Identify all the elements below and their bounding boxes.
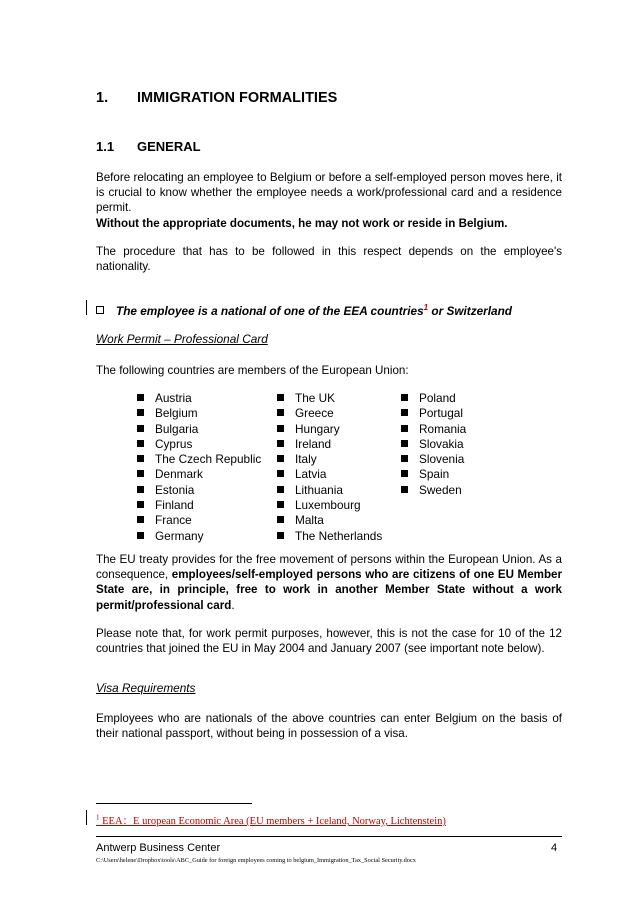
work-permit-heading: Work Permit – Professional Card <box>96 332 268 346</box>
list-item: Ireland <box>277 437 382 452</box>
square-bullet-icon <box>137 425 144 432</box>
list-item: Malta <box>277 513 382 528</box>
revision-change-bar <box>86 300 87 315</box>
footnote-separator <box>96 803 252 804</box>
subsection-heading <box>96 139 201 154</box>
eea-bullet-heading <box>96 303 512 318</box>
subsection-number: 1.1 <box>96 139 115 154</box>
square-bullet-icon <box>137 516 144 523</box>
list-item: Romania <box>401 422 466 437</box>
country-list-col2 <box>277 391 382 544</box>
subsection-title: GENERAL <box>137 139 201 154</box>
list-item: Greece <box>277 406 382 421</box>
square-bullet-icon <box>277 455 284 462</box>
square-bullet-icon <box>137 501 144 508</box>
list-item: Germany <box>137 529 261 544</box>
treaty-text: The EU treaty provides for the free movement of persons within the European Union. As a consequence, <box>96 553 562 582</box>
intro-bold-text: Without the appropriate documents, he may not work or reside in Belgium. <box>96 216 508 230</box>
list-item: Luxembourg <box>277 498 382 513</box>
revision-change-bar <box>86 810 87 825</box>
square-bullet-icon <box>401 409 408 416</box>
visa-requirements-heading: Visa Requirements <box>96 681 196 695</box>
country-list-col3 <box>401 391 466 498</box>
list-item: Slovakia <box>401 437 466 452</box>
square-bullet-icon <box>277 516 284 523</box>
square-bullet-icon <box>401 440 408 447</box>
eea-heading-text: The employee is a national of one of the EEA countries <box>116 303 424 318</box>
eea-heading-suffix: or Switzerland <box>428 303 513 318</box>
intro-paragraph <box>96 170 562 231</box>
list-item: Slovenia <box>401 452 466 467</box>
footnote-number: 1 <box>96 813 100 822</box>
section-number: 1. <box>96 90 109 106</box>
section-title: IMMIGRATION FORMALITIES <box>137 90 338 106</box>
square-bullet-icon <box>277 409 284 416</box>
square-bullet-icon <box>137 486 144 493</box>
checkbox-bullet-icon <box>96 306 104 314</box>
treaty-paragraph: The EU treaty provides for the free movement of persons within the European Union. As a consequence, employees/self-employed persons who are citizens of one EU Member State are, in principle, free to work in another Member State without a work permit/professional card. <box>96 553 562 612</box>
list-item: Spain <box>401 467 466 482</box>
list-item: The UK <box>277 391 382 406</box>
eu-members-intro: The following countries are members of the European Union: <box>96 364 409 377</box>
list-item: Cyprus <box>137 437 261 452</box>
visa-paragraph: Employees who are nationals of the above countries can enter Belgium on the basis of their national passport, without being in possession of a visa. <box>96 712 562 741</box>
list-item: Hungary <box>277 422 382 437</box>
square-bullet-icon <box>137 440 144 447</box>
square-bullet-icon <box>137 394 144 401</box>
list-item: Lithuania <box>277 483 382 498</box>
footnote-reference[interactable]: 1 <box>423 303 429 312</box>
list-item: Estonia <box>137 483 261 498</box>
square-bullet-icon <box>277 486 284 493</box>
list-item: Sweden <box>401 483 466 498</box>
square-bullet-icon <box>401 470 408 477</box>
square-bullet-icon <box>277 394 284 401</box>
square-bullet-icon <box>137 409 144 416</box>
square-bullet-icon <box>137 470 144 477</box>
list-item: Denmark <box>137 467 261 482</box>
square-bullet-icon <box>277 501 284 508</box>
square-bullet-icon <box>277 425 284 432</box>
page-number: 4 <box>551 842 558 854</box>
list-item: Latvia <box>277 467 382 482</box>
footnote[interactable] <box>96 813 446 828</box>
footer-divider <box>96 836 562 837</box>
note-paragraph: Please note that, for work permit purposes, however, this is not the case for 10 of the 12 countries that joined the EU in May 2004 and January 2007 (see important note below). <box>96 627 562 656</box>
treaty-bold-text: employees/self-employed persons who are citizens of one EU Member State are, in principle, free to work in another Member State without a work permit/professional card <box>96 568 562 612</box>
footer-company: Antwerp Business Center <box>96 842 221 854</box>
square-bullet-icon <box>401 455 408 462</box>
square-bullet-icon <box>401 425 408 432</box>
list-item: Portugal <box>401 406 466 421</box>
section-heading <box>96 90 337 106</box>
list-item: Poland <box>401 391 466 406</box>
square-bullet-icon <box>277 440 284 447</box>
procedure-paragraph: The procedure that has to be followed in this respect depends on the employee's nationality. <box>96 245 562 274</box>
country-list-col1 <box>137 391 261 544</box>
square-bullet-icon <box>137 532 144 539</box>
list-item: Austria <box>137 391 261 406</box>
footnote-text: EEA：E uropean Economic Area (EU members + Iceland, Norway, Lichtenstein) <box>99 816 446 827</box>
list-item: France <box>137 513 261 528</box>
intro-text: Before relocating an employee to Belgium or before a self-employed person moves here, it is crucial to know whether the employee needs a work/professional card and a residence permit. <box>96 171 562 215</box>
square-bullet-icon <box>277 532 284 539</box>
list-item: Bulgaria <box>137 422 261 437</box>
footer-file-path: C:\Users\helene\Dropbox\tools\ABC_Guide for foreign employees coming to belgium_Immigration_Tax_Social Security.docx <box>96 857 416 864</box>
square-bullet-icon <box>137 455 144 462</box>
list-item: The Czech Republic <box>137 452 261 467</box>
square-bullet-icon <box>277 470 284 477</box>
list-item: The Netherlands <box>277 529 382 544</box>
square-bullet-icon <box>401 394 408 401</box>
list-item: Italy <box>277 452 382 467</box>
list-item: Finland <box>137 498 261 513</box>
list-item: Belgium <box>137 406 261 421</box>
square-bullet-icon <box>401 486 408 493</box>
